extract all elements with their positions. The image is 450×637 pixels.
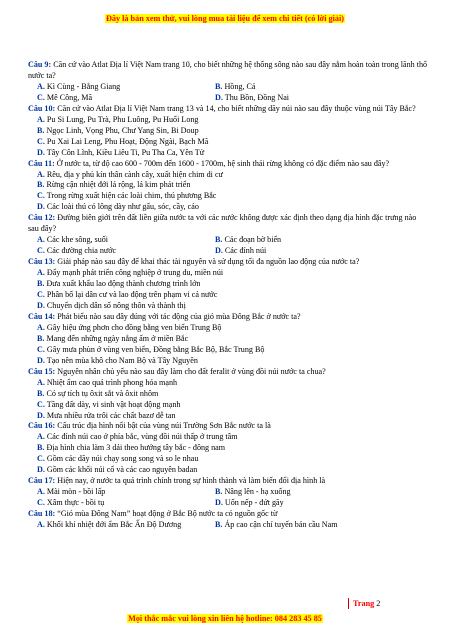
answer-option-row <box>37 82 428 93</box>
answer-option-content-text: Các đường chia nước <box>44 246 117 256</box>
question-stem <box>28 476 428 487</box>
question-number: Câu 18: <box>28 509 56 519</box>
answer-option-content-letter: D. <box>215 246 223 256</box>
hotline-footer <box>0 614 450 623</box>
answer-option-content-letter: C. <box>37 136 45 146</box>
answer-option-content-letter: C. <box>37 246 45 256</box>
answer-option-content-letter: A. <box>37 169 45 179</box>
answer-option-content <box>37 432 238 441</box>
answer-option-content <box>215 498 284 507</box>
question-text: Đường biên giới trên đất liền giữa nước ta với các nước không được xác định theo dạng địa hình đặc trưng nào sau đây? <box>28 213 417 234</box>
answer-option <box>37 498 215 509</box>
answer-option-content <box>37 290 217 299</box>
answer-option-content <box>37 389 158 398</box>
answer-option-content <box>215 246 266 255</box>
answer-option-content-text: Kì Cùng - Bằng Giang <box>44 81 121 91</box>
question-text: Hiện nay, ở nước ta quá trình chính trong sự hình thành và làm biến đổi địa hình là <box>57 476 326 486</box>
answer-option <box>37 148 428 159</box>
answer-option-content-text: Mang đến những ngày nắng ấm ở miền Bắc <box>44 333 189 343</box>
question-stem <box>28 213 428 235</box>
answer-option-content-text: Mưa nhiều rửa trôi các chất bazơ dễ tan <box>44 410 176 420</box>
answer-option <box>37 115 428 126</box>
answer-option <box>37 290 428 301</box>
answer-option-content <box>37 279 200 288</box>
answer-option-content-text: Khối khí nhiệt đới ẩm Bắc Ấn Độ Dương <box>44 520 182 530</box>
answer-option-content-letter: D. <box>37 300 45 310</box>
answer-option <box>37 411 428 422</box>
answer-option-content-letter: A. <box>37 268 45 278</box>
answer-option <box>37 301 428 312</box>
question-stem <box>28 367 428 378</box>
question-stem <box>28 421 428 432</box>
question-text: Ở nước ta, từ độ cao 600 - 700m đến 1600 - 1700m, hệ sinh thái rừng không có đặc điểm nào sau đây? <box>56 158 390 168</box>
answer-option-content-letter: A. <box>37 322 45 332</box>
answer-option-content <box>37 520 181 529</box>
answer-option-content <box>37 454 198 463</box>
answer-option-content-text: Gây mưa phùn ở vùng ven biển, Đồng bằng Bắc Bộ, Bắc Trung Bộ <box>44 344 265 354</box>
answer-option-content-text: Nâng lên - hạ xuống <box>222 487 291 497</box>
question-text: Phát biểu nào sau đây đúng với tác động của gió mùa Đông Bắc ở nước ta? <box>57 311 301 321</box>
answer-option <box>37 432 428 443</box>
answer-option <box>37 235 215 246</box>
answer-option <box>37 487 215 498</box>
answer-option <box>37 443 428 454</box>
answer-option-content <box>37 378 177 387</box>
question-block <box>28 159 428 214</box>
answer-option <box>37 465 428 476</box>
question-block <box>28 213 428 257</box>
question-number: Câu 16: <box>28 421 56 431</box>
answer-option-content <box>37 411 175 420</box>
answer-option-content <box>37 246 116 255</box>
question-text: Nguyên nhân chủ yếu nào sau đây làm cho đất feralit ở vùng đồi núi nước ta chua? <box>57 366 326 376</box>
answer-option-row <box>37 520 428 531</box>
answer-option <box>37 389 428 400</box>
answer-option <box>37 454 428 465</box>
answer-option-content-letter: D. <box>215 92 223 102</box>
answer-option-content-letter: A. <box>37 235 45 245</box>
answer-option-content <box>37 356 198 365</box>
answer-option-content-text: Nhiệt ẩm cao quá trình phong hóa mạnh <box>44 377 178 387</box>
question-text: Cấu trúc địa hình nổi bật của vùng núi Trường Sơn Bắc nước ta là <box>57 421 271 431</box>
answer-option <box>37 520 215 531</box>
question-text: Giải pháp nào sau đây để khai thác tài nguyên và sử dụng tối đa nguồn lao động của nước ta? <box>57 257 360 267</box>
answer-option-content <box>37 170 223 179</box>
answer-option-content-text: Các đỉnh núi cao ở phía bắc, vùng đồi núi thấp ở trung tâm <box>44 432 238 442</box>
page-number <box>353 599 380 608</box>
answer-option <box>37 400 428 411</box>
answer-option <box>37 82 215 93</box>
answer-option-content <box>37 115 198 124</box>
question-number: Câu 17: <box>28 476 56 486</box>
answer-option <box>37 356 428 367</box>
answer-option-content <box>215 520 338 529</box>
answer-option <box>37 268 428 279</box>
answer-option-content-text: Tầng đất dày, vi sinh vật hoạt động mạnh <box>44 399 181 409</box>
question-number: Câu 10: <box>28 103 56 113</box>
answer-option-content <box>37 93 92 102</box>
question-number: Câu 9: <box>28 60 52 69</box>
answer-option <box>37 279 428 290</box>
page-number-divider <box>348 598 349 609</box>
answer-option <box>37 323 428 334</box>
answer-option-content-text: Gây hiệu ứng phơn cho đồng bằng ven biển Trung Bộ <box>44 322 222 332</box>
answer-option <box>215 235 428 246</box>
answer-option-content-letter: C. <box>37 92 45 102</box>
answer-option-content-text: Đẩy mạnh phát triển công nghiệp ở trung du, miền núi <box>44 268 224 278</box>
answer-option-content <box>37 148 204 157</box>
answer-option <box>215 246 428 257</box>
question-block <box>28 509 428 531</box>
answer-option-content-letter: A. <box>37 377 45 387</box>
answer-option-content-letter: B. <box>37 180 45 190</box>
question-block <box>28 367 428 422</box>
question-stem <box>28 509 428 520</box>
answer-option-content <box>37 191 216 200</box>
answer-option-content <box>37 400 180 409</box>
question-stem <box>28 60 428 82</box>
answer-option-content-text: Gồm các khối núi cổ và các cao nguyên badan <box>44 465 198 475</box>
question-number: Câu 12: <box>28 213 56 223</box>
answer-option-content-letter: C. <box>37 344 45 354</box>
answer-option-content <box>215 82 255 91</box>
answer-option-content-letter: C. <box>37 498 45 508</box>
answer-option-content-letter: D. <box>37 355 45 365</box>
answer-option <box>37 170 428 181</box>
answer-option-content-text: Các loài thú có lông dày như gấu, sóc, cầy, cáo <box>44 202 199 212</box>
answer-option-content-text: Hồng, Cả <box>222 81 256 91</box>
hotline-footer-text: Mọi thắc mắc vui lòng xin liên hệ hotline: 084 283 45 85 <box>128 614 322 623</box>
answer-option-content-letter: C. <box>37 454 45 464</box>
answer-option-row <box>37 93 428 104</box>
answer-option-content-letter: B. <box>37 388 45 398</box>
question-block <box>28 421 428 476</box>
answer-option-content-text: Tạo nên mùa khô cho Nam Bộ và Tây Nguyên <box>44 355 198 365</box>
answer-option-row <box>37 498 428 509</box>
page-label: Trang <box>353 599 375 608</box>
answer-option-content-text: Áp cao cận chí tuyến bán cầu Nam <box>222 520 338 530</box>
answer-option <box>37 126 428 137</box>
answer-option-content-text: Các khe sông, suối <box>44 235 109 245</box>
answer-option-content-text: Chuyển dịch dân số nông thôn và thành thị <box>44 300 186 310</box>
answer-option-content <box>37 82 120 91</box>
answer-option-content <box>37 465 197 474</box>
question-stem <box>28 159 428 170</box>
answer-option-content-text: Rêu, địa y phủ kín thân cành cây, xuất hiện chim di cư <box>44 169 223 179</box>
answer-option-content <box>37 323 221 332</box>
answer-option-content-text: Đưa xuất khẩu lao động thành chương trình lớn <box>44 279 201 289</box>
answer-option <box>215 520 428 531</box>
question-text: Căn cứ vào Atlat Địa lí Việt Nam trang 13 và 14, cho biết những dãy núi nào sau đây thuộc vùng núi Tây Bắc? <box>57 103 416 113</box>
question-block <box>28 476 428 509</box>
answer-option <box>215 487 428 498</box>
question-text: “Gió mùa Đông Nam” hoạt động ở Bắc Bộ nước ta có nguồn gốc từ <box>57 509 278 519</box>
answer-option <box>37 191 428 202</box>
answer-option-content-letter: C. <box>37 191 45 201</box>
answer-option-content-text: Các đỉnh núi <box>222 246 267 256</box>
answer-option <box>37 378 428 389</box>
answer-option <box>37 345 428 356</box>
answer-option-content-letter: B. <box>215 520 223 530</box>
question-number: Câu 14: <box>28 311 56 321</box>
answer-option-content-letter: B. <box>37 125 45 135</box>
answer-option-content-letter: D. <box>37 410 45 420</box>
question-text: Căn cứ vào Atlat Địa lí Việt Nam trang 10, cho biết những hệ thống sông nào sau đây nằm hoàn toàn trong lãnh thổ nước ta? <box>28 60 428 80</box>
answer-option-content-letter: D. <box>37 202 45 212</box>
answer-option <box>215 93 428 104</box>
answer-option-row <box>37 487 428 498</box>
answer-option-content <box>37 334 188 343</box>
answer-option-content-letter: A. <box>37 487 45 497</box>
page-number-value: 2 <box>376 599 381 608</box>
answer-option-content-letter: B. <box>215 235 223 245</box>
question-stem <box>28 257 428 268</box>
answer-option-content-letter: B. <box>37 279 45 289</box>
answer-option-content-text: Xâm thực - bồi tụ <box>44 498 105 508</box>
answer-option-content-text: Trong rừng xuất hiện các loài chim, thú phương Bắc <box>44 191 217 201</box>
preview-banner-text: Đây là bản xem thử, vui lòng mua tài liệu để xem chi tiết (có lời giải) <box>105 14 344 23</box>
answer-option-content-text: Mài mòn - bồi lấp <box>44 487 106 497</box>
answer-option-content-text: Pu Xai Lai Leng, Phu Hoạt, Động Ngài, Bạch Mã <box>44 136 209 146</box>
answer-option-content-letter: C. <box>37 290 45 300</box>
question-stem <box>28 104 428 115</box>
answer-option-row <box>37 246 428 257</box>
answer-option-content-letter: A. <box>37 432 45 442</box>
answer-option-content-letter: A. <box>37 81 45 91</box>
answer-option-content <box>37 498 104 507</box>
answer-option-content <box>37 235 108 244</box>
answer-option <box>37 202 428 213</box>
answer-option-content-text: Ngọc Linh, Vọng Phu, Chư Yang Sin, Bi Doup <box>44 125 199 135</box>
answer-option-content-letter: D. <box>37 147 45 157</box>
answer-option-content-text: Uốn nếp - đứt gãy <box>222 498 284 508</box>
answer-option <box>37 93 215 104</box>
answer-option-content <box>37 202 199 211</box>
question-number: Câu 11: <box>28 158 55 168</box>
question-block <box>28 104 428 159</box>
answer-option <box>37 137 428 148</box>
question-block <box>28 312 428 367</box>
answer-option-content <box>37 301 186 310</box>
answer-option <box>215 82 428 93</box>
question-list <box>28 60 428 531</box>
answer-option-content-letter: D. <box>215 498 223 508</box>
answer-option-content-letter: C. <box>37 399 45 409</box>
answer-option-content-text: Tây Côn Lĩnh, Kiều Liêu Ti, Pu Tha Ca, Yên Tử <box>44 147 205 157</box>
question-number: Câu 13: <box>28 257 56 267</box>
answer-option-content-text: Phân bố lại dân cư và lao động trên phạm vi cả nước <box>44 290 218 300</box>
answer-option-content-letter: B. <box>37 443 45 453</box>
answer-option-content <box>215 235 281 244</box>
answer-option-content <box>37 180 190 189</box>
answer-option-content-text: Pu Si Lung, Pu Trà, Phu Luông, Pu Huổi Long <box>44 114 199 124</box>
answer-option <box>215 498 428 509</box>
answer-option-content-text: Các đoạn bờ biển <box>222 235 282 245</box>
question-stem <box>28 312 428 323</box>
answer-option-content <box>215 487 291 496</box>
answer-option-row <box>37 235 428 246</box>
answer-option-content-letter: A. <box>37 114 45 124</box>
question-block <box>28 257 428 312</box>
answer-option <box>37 334 428 345</box>
answer-option-content <box>37 345 264 354</box>
answer-option-content <box>215 93 289 102</box>
answer-option-content-text: Có sự tích tụ ôxit sắt và ôxit nhôm <box>44 388 159 398</box>
answer-option <box>37 246 215 257</box>
answer-option-content-text: Gồm các dãy núi chạy song song và so le nhau <box>44 454 199 464</box>
answer-option-content <box>37 443 225 452</box>
preview-banner <box>0 14 450 23</box>
question-number: Câu 15: <box>28 366 56 376</box>
answer-option <box>37 180 428 191</box>
question-block <box>28 60 428 104</box>
answer-option-content-letter: B. <box>215 487 223 497</box>
answer-option-content-letter: A. <box>37 520 45 530</box>
answer-option-content-text: Thu Bồn, Đồng Nai <box>222 92 290 102</box>
answer-option-content-letter: B. <box>215 81 223 91</box>
answer-option-content-text: Địa hình chia làm 3 dải theo hướng tây bắc - đông nam <box>44 443 226 453</box>
answer-option-content <box>37 487 105 496</box>
answer-option-content-letter: D. <box>37 465 45 475</box>
answer-option-content <box>37 126 199 135</box>
answer-option-content-letter: B. <box>37 333 45 343</box>
answer-option-content <box>37 268 223 277</box>
answer-option-content-text: Rừng cận nhiệt đới lá rộng, lá kim phát triển <box>44 180 191 190</box>
answer-option-content <box>37 137 208 146</box>
answer-option-content-text: Mê Công, Mã <box>44 92 93 102</box>
